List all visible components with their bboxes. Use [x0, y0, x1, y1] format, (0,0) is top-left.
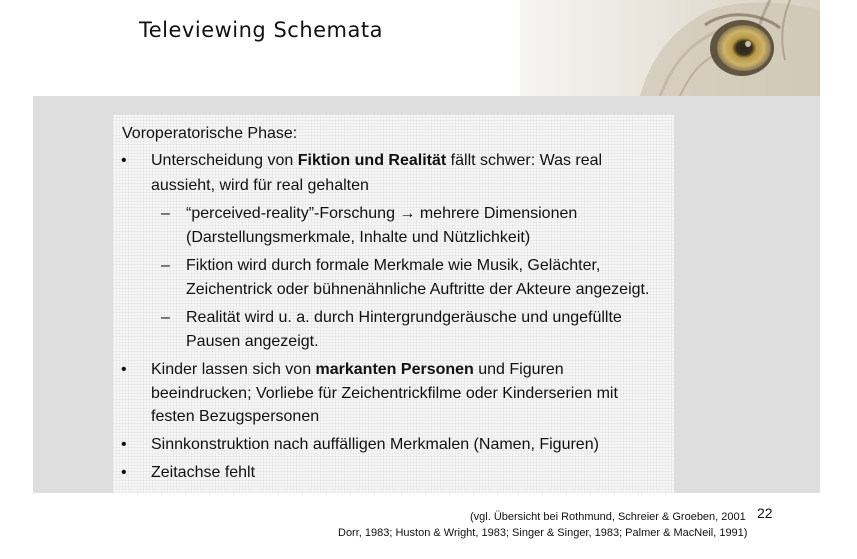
- bullet-1-line-2: aussieht, wird für real gehalten: [151, 177, 369, 194]
- bullet-marker: •: [121, 361, 127, 378]
- bullet-1-emphasis: Fiktion und Realität: [297, 152, 447, 169]
- owl-illustration: [520, 0, 820, 96]
- bullet-marker: •: [121, 464, 127, 481]
- sub-1-line-1: “perceived-reality”-Forschung → mehrere Dimensionen: [186, 205, 578, 222]
- sub-3-line-2: Pausen angezeigt.: [186, 333, 319, 350]
- arrow-icon: →: [399, 205, 416, 222]
- section-heading: Voroperatorische Phase:: [122, 125, 298, 142]
- bullet-marker: •: [121, 436, 127, 453]
- dash-marker: –: [161, 309, 170, 326]
- bullet-marker: •: [121, 152, 127, 169]
- bullet-3-text: Sinnkonstruktion nach auffälligen Merkmalen (Namen, Figuren): [151, 436, 599, 453]
- sub-2-line-2: Zeichentrick oder bühnenähnliche Auftritte der Akteure angezeigt.: [186, 281, 650, 298]
- bullet-2-line-2: beeindrucken; Vorliebe für Zeichentrickfilme oder Kinderserien mit: [151, 385, 618, 402]
- sub-2-line-1: Fiktion wird durch formale Merkmale wie Musik, Gelächter,: [186, 257, 601, 274]
- bullet-2-line-3: festen Bezugspersonen: [151, 408, 320, 425]
- owl-image: [520, 0, 820, 96]
- bullet-2-emphasis: markanten Personen: [315, 361, 474, 378]
- citation-line-1: (vgl. Übersicht bei Rothmund, Schreier & Groeben, 2001: [470, 511, 746, 523]
- slide-title: Televiewing Schemata: [139, 18, 383, 42]
- bullet-1-line-1: Unterscheidung von Fiktion und Realität fällt schwer: Was real: [151, 152, 603, 169]
- sub-3-line-1: Realität wird u. a. durch Hintergrundgeräusche und ungefüllte: [186, 309, 622, 326]
- bullet-4-text: Zeitachse fehlt: [151, 464, 256, 481]
- bullet-2-line-1: Kinder lassen sich von markanten Personen und Figuren: [151, 361, 564, 378]
- dash-marker: –: [161, 205, 170, 222]
- page-number: 22: [757, 505, 773, 521]
- sub-1-line-2: (Darstellungsmerkmale, Inhalte und Nützlichkeit): [186, 229, 531, 246]
- citation-line-2: Dorr, 1983; Huston & Wright, 1983; Singer & Singer, 1983; Palmer & MacNeil, 1991): [338, 527, 748, 539]
- dash-marker: –: [161, 257, 170, 274]
